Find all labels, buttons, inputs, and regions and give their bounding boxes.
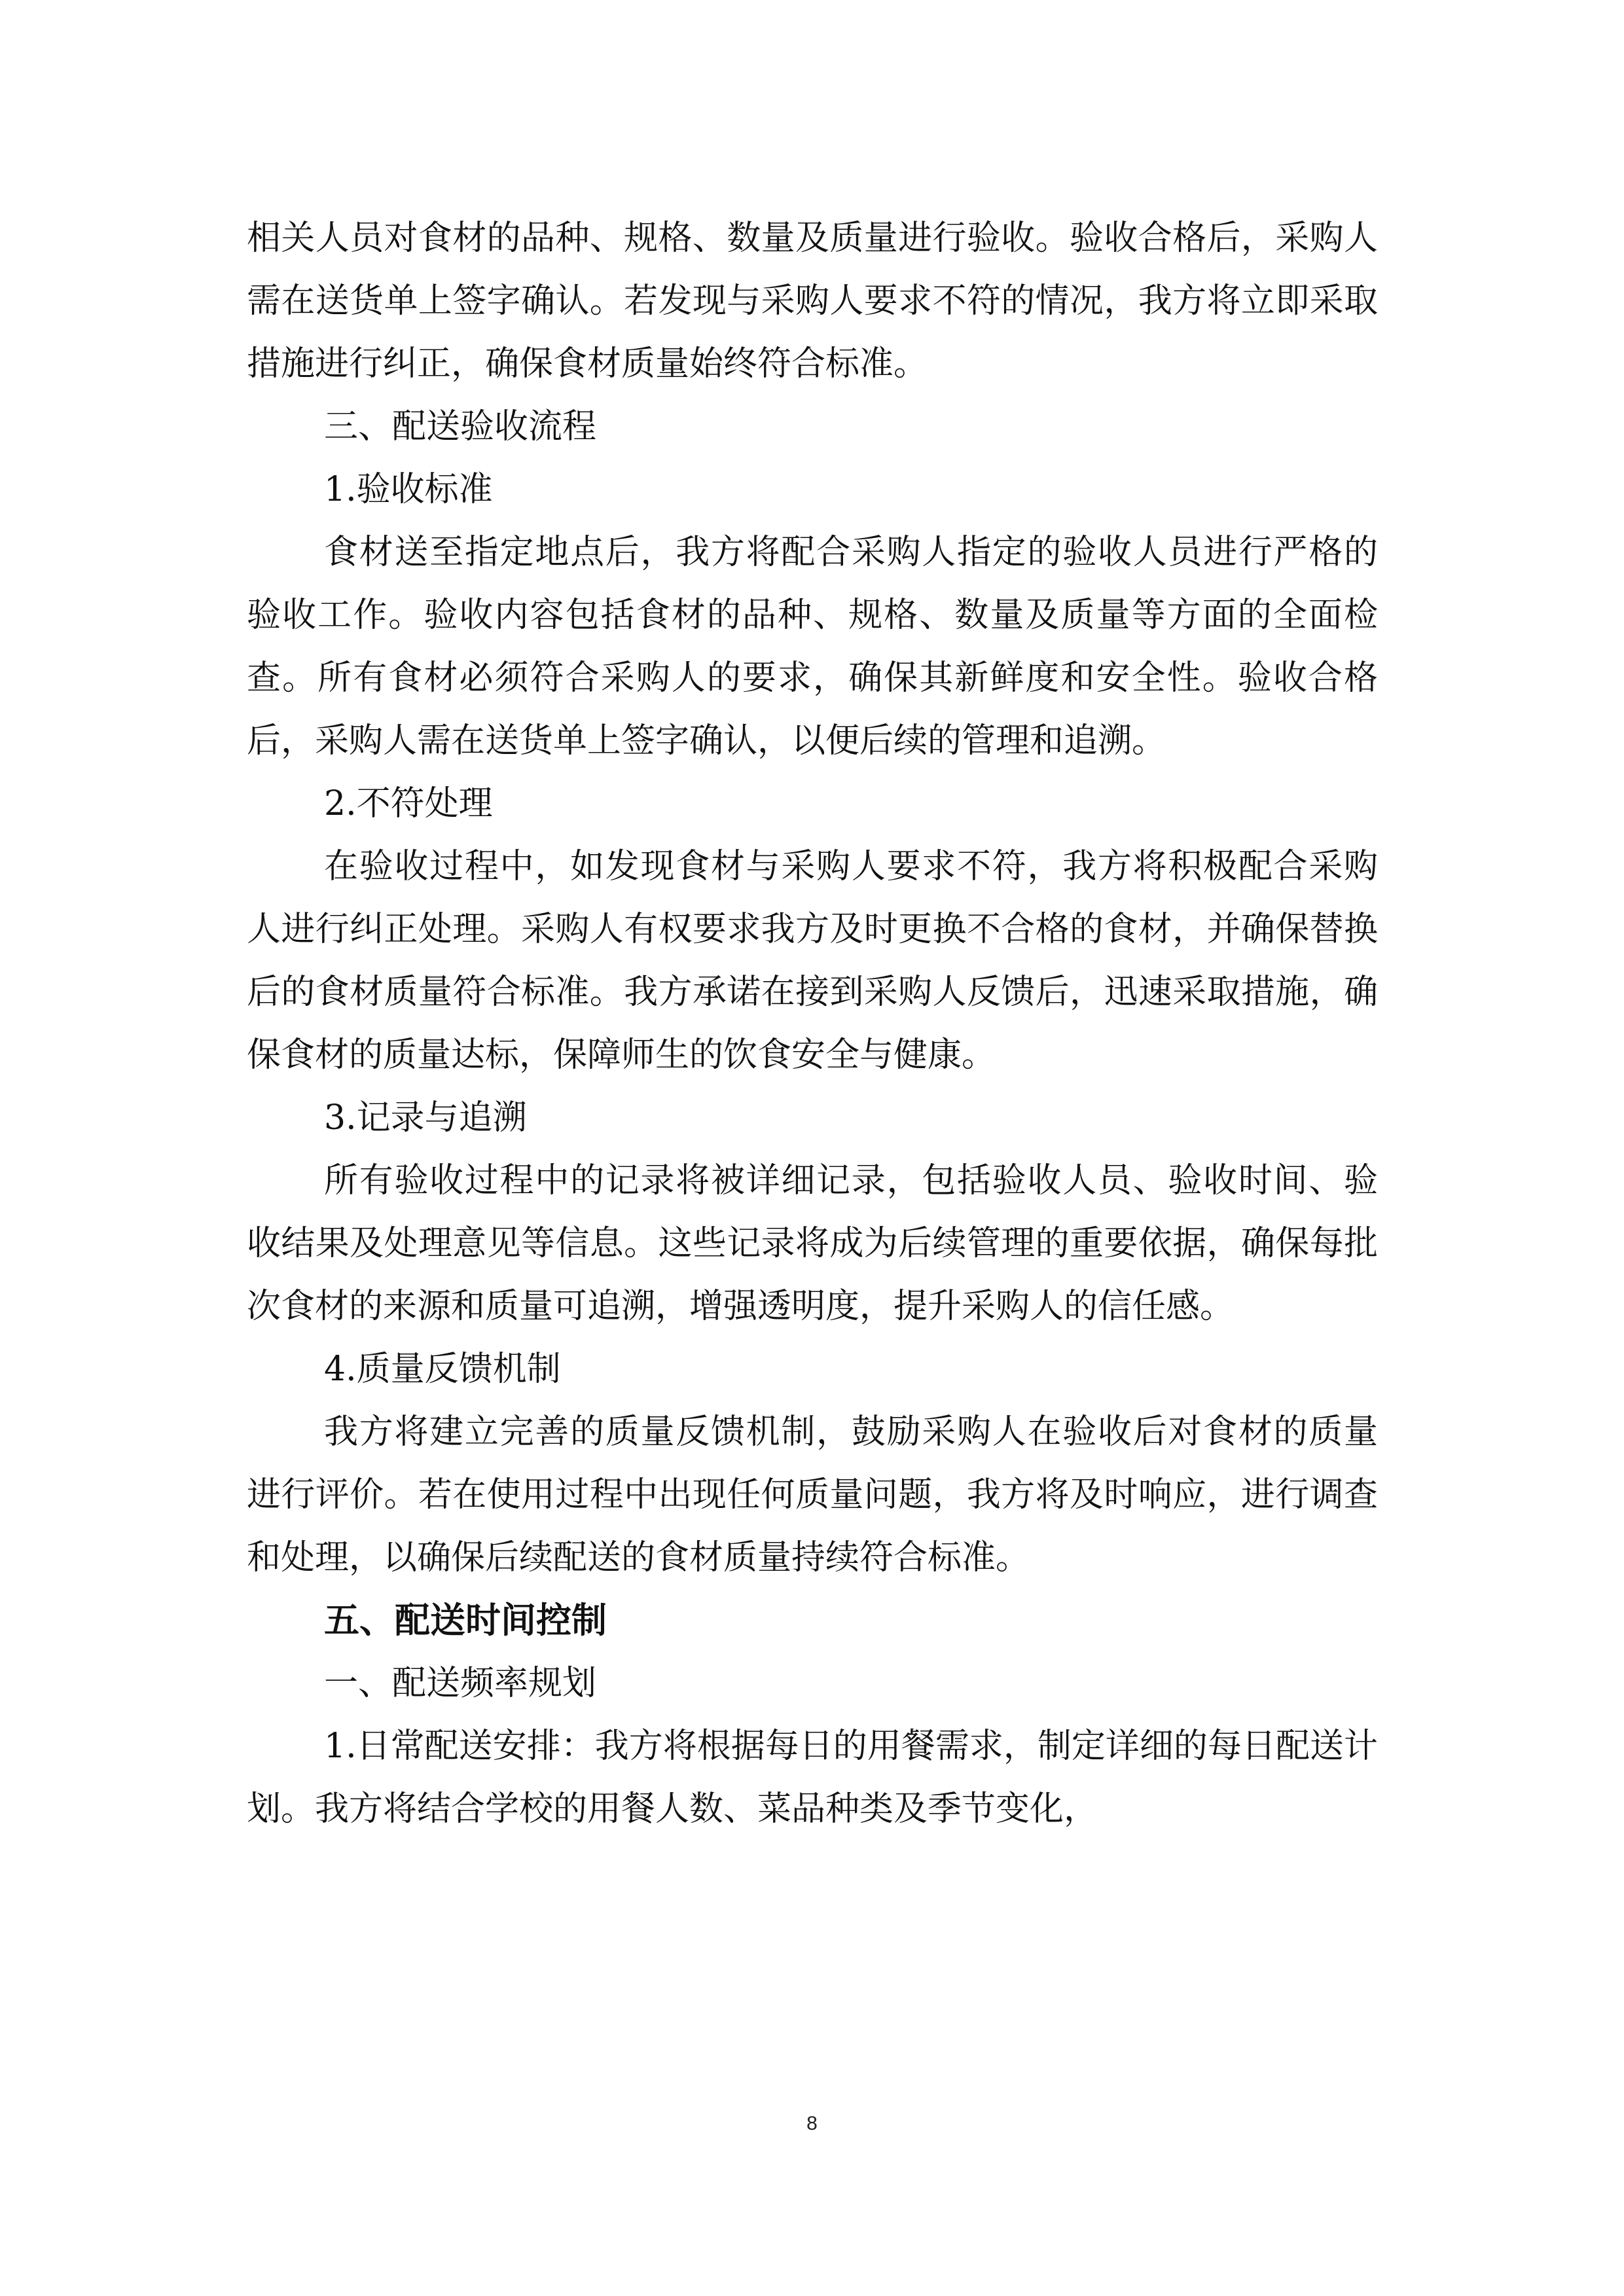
document-body bbox=[247, 207, 1378, 1840]
subheading-acceptance-standard: 1.验收标准 bbox=[324, 470, 493, 509]
subheading-quality-feedback: 4.质量反馈机制 bbox=[324, 1350, 561, 1389]
subheading-records-traceability: 3.记录与追溯 bbox=[324, 1098, 527, 1138]
paragraph-acceptance-standard: 食材送至指定地点后，我方将配合采购人指定的验收人员进行严格的验收工作。验收内容包括食材的品种、规格、数量及质量等方面的全面检查。所有食材必须符合采购人的要求，确保其新鲜度和安全性。验收合格后，采购人需在送货单上签字确认，以便后续的管理和追溯。 bbox=[247, 533, 1378, 761]
heading-acceptance-process: 三、配送验收流程 bbox=[324, 407, 597, 446]
paragraph-records-traceability: 所有验收过程中的记录将被详细记录，包括验收人员、验收时间、验收结果及处理意见等信息。这些记录将成为后续管理的重要依据，确保每批次食材的来源和质量可追溯，增强透明度，提升采购人的信任感。 bbox=[247, 1161, 1378, 1326]
paragraph-nonconformity-handling: 在验收过程中，如发现食材与采购人要求不符，我方将积极配合采购人进行纠正处理。采购人有权要求我方及时更换不合格的食材，并确保替换后的食材质量符合标准。我方承诺在接到采购人反馈后，迅速采取措施，确保食材的质量达标，保障师生的饮食安全与健康。 bbox=[247, 847, 1378, 1075]
paragraph-daily-delivery: 1.日常配送安排：我方将根据每日的用餐需求，制定详细的每日配送计划。我方将结合学校的用餐人数、菜品种类及季节变化， bbox=[247, 1727, 1378, 1829]
section-title-delivery-time-control: 五、配送时间控制 bbox=[324, 1600, 607, 1641]
page-number: 8 bbox=[806, 2113, 818, 2134]
paragraph-quality-feedback: 我方将建立完善的质量反馈机制，鼓励采购人在验收后对食材的质量进行评价。若在使用过程中出现任何质量问题，我方将及时响应，进行调查和处理，以确保后续配送的食材质量持续符合标准。 bbox=[247, 1412, 1378, 1577]
subheading-delivery-frequency: 一、配送频率规划 bbox=[324, 1664, 597, 1703]
paragraph-continuation: 相关人员对食材的品种、规格、数量及质量进行验收。验收合格后，采购人需在送货单上签字确认。若发现与采购人要求不符的情况，我方将立即采取措施进行纠正，确保食材质量始终符合标准。 bbox=[247, 219, 1378, 384]
subheading-nonconformity-handling: 2.不符处理 bbox=[324, 784, 493, 823]
